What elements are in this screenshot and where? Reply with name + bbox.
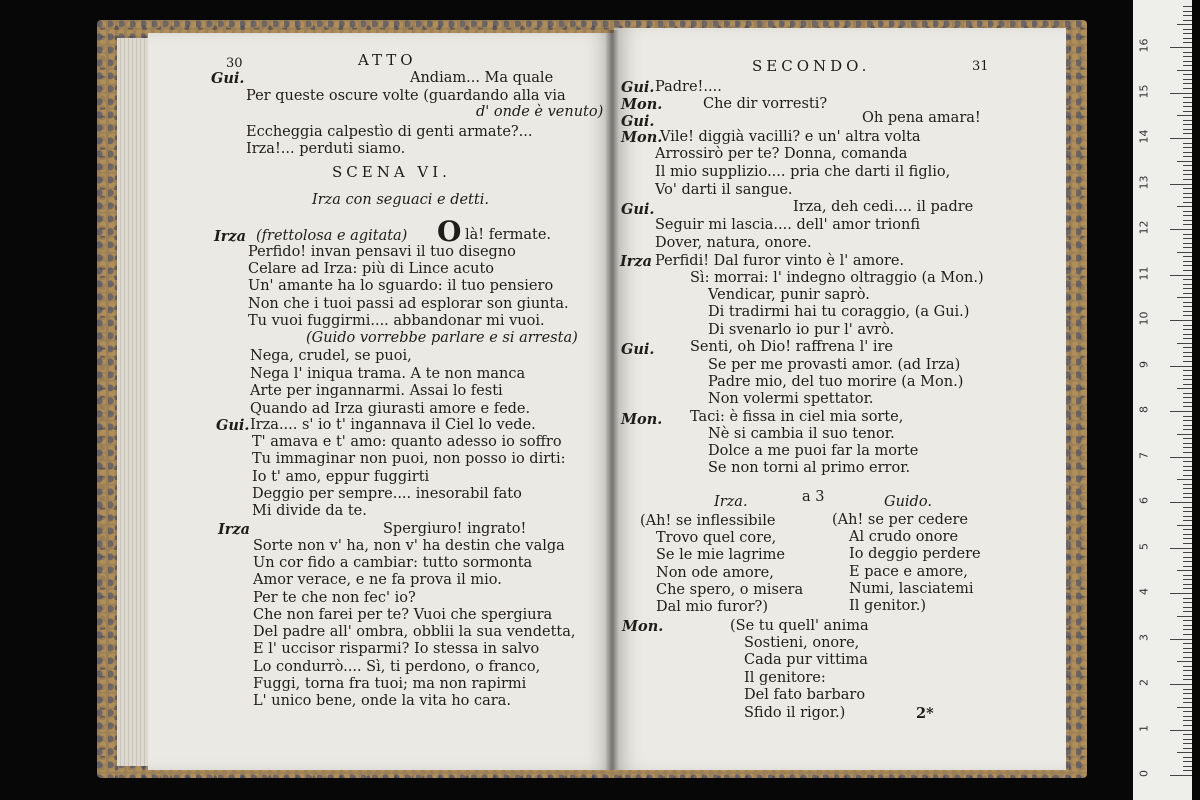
ruler-tick — [1183, 220, 1192, 221]
ruler-tick — [1183, 188, 1192, 189]
page-edges — [117, 38, 151, 766]
ruler-tick — [1177, 206, 1192, 207]
verse-line: Il genitore: — [744, 670, 826, 686]
duet-right-line: (Ah! se per cedere — [832, 512, 969, 528]
ruler-tick — [1170, 229, 1192, 230]
verse-line: Seguir mi lascia.... dell' amor trionfi — [655, 217, 921, 233]
duet-right-line: Numi, lasciatemi — [849, 581, 974, 597]
duet-left-line: (Ah! se inflessibile — [640, 513, 776, 529]
ruler-tick — [1183, 420, 1192, 421]
ruler-tick — [1183, 247, 1192, 248]
verse-line: Nè si cambia il suo tenor. — [708, 426, 895, 442]
verse-line: Non volermi spettator. — [708, 391, 874, 407]
ruler-tick — [1183, 634, 1192, 635]
ruler-tick — [1183, 629, 1192, 630]
ruler-tick — [1170, 138, 1192, 139]
ruler-tick — [1183, 393, 1192, 394]
ruler-tick — [1183, 270, 1192, 271]
ruler-tick — [1183, 193, 1192, 194]
duet-heading-right: Guido. — [884, 494, 932, 510]
ruler-tick — [1183, 743, 1192, 744]
verse-line: là! fermate. — [465, 227, 552, 243]
duet-left-line: Che spero, o misera — [656, 582, 804, 598]
ruler-tick — [1183, 598, 1192, 599]
speaker: Gui. — [621, 113, 655, 130]
ruler-tick — [1183, 670, 1192, 671]
ruler-label: 4 — [1137, 588, 1151, 595]
ruler-tick — [1183, 202, 1192, 203]
duet-heading-left: Irza. — [714, 494, 748, 510]
ruler-label: 9 — [1137, 360, 1151, 368]
verse-line: Arrossirò per te? Donna, comanda — [655, 146, 908, 162]
ruler-tick — [1183, 716, 1192, 717]
verse-line: Che dir vorresti? — [703, 96, 828, 112]
ruler-tick — [1183, 156, 1192, 157]
ruler-tick — [1183, 120, 1192, 121]
verse-line: L' unico bene, onde la vita ho cara. — [253, 693, 511, 709]
ruler-tick — [1183, 197, 1192, 198]
ruler-tick — [1183, 15, 1192, 16]
ruler-tick — [1183, 174, 1192, 175]
verse-line: Se non torni al primo error. — [708, 460, 911, 476]
speaker: Gui. — [216, 417, 250, 434]
ruler-tick — [1183, 466, 1192, 467]
ruler-tick — [1183, 311, 1192, 312]
verse-line: Un' amante ha lo sguardo: il tuo pensiero — [248, 278, 554, 294]
verse-line: Per te che non fec' io? — [253, 590, 416, 606]
speaker: Mon. — [621, 96, 663, 113]
speaker: Irza — [620, 253, 653, 270]
page-header-left: ATTO — [358, 51, 417, 69]
stage-direction: d' onde è venuto) — [476, 104, 604, 120]
verse-line: Lo condurrò.... Sì, ti perdono, o franco, — [253, 659, 541, 675]
ruler-tick — [1183, 534, 1192, 535]
ruler-tick — [1177, 707, 1192, 708]
ruler-tick — [1183, 761, 1192, 762]
ruler-tick — [1183, 224, 1192, 225]
verse-line: Di tradirmi hai tu coraggio, (a Gui.) — [708, 304, 970, 320]
verse-line: Irza!... perduti siamo. — [246, 141, 406, 157]
verse-line: Irza, deh cedi.... il padre — [793, 199, 974, 215]
ruler-tick — [1183, 42, 1192, 43]
ruler-tick — [1183, 215, 1192, 216]
ruler-tick — [1183, 352, 1192, 353]
ruler-tick — [1183, 11, 1192, 12]
ruler-tick — [1170, 366, 1192, 367]
ruler-label: 6 — [1137, 497, 1151, 504]
ruler-tick — [1183, 493, 1192, 494]
ruler-tick — [1177, 525, 1192, 526]
ruler-tick — [1170, 684, 1192, 685]
ruler-tick — [1183, 643, 1192, 644]
scene-heading: SCENA VI. — [332, 163, 451, 181]
ruler-tick — [1183, 770, 1192, 771]
duet-right-line: E pace e amore, — [849, 564, 968, 580]
verse-line: Non che i tuoi passi ad esplorar son giunta. — [248, 296, 569, 312]
ruler-tick — [1177, 570, 1192, 571]
verse-line: Sì: morrai: l' indegno oltraggio (a Mon.) — [690, 270, 984, 286]
ruler-tick — [1183, 402, 1192, 403]
speaker: Irza — [214, 228, 247, 245]
ruler-tick — [1183, 679, 1192, 680]
ruler-tick — [1183, 657, 1192, 658]
ruler-tick — [1183, 443, 1192, 444]
ruler-tick — [1183, 329, 1192, 330]
signature-mark: 2* — [916, 705, 934, 722]
ruler-tick — [1183, 566, 1192, 567]
verse-line: Amor verace, e ne fa prova il mio. — [253, 572, 502, 588]
ruler-label: 11 — [1137, 266, 1151, 280]
page-number-left: 30 — [226, 56, 243, 71]
verse-line: Vendicar, punir saprò. — [708, 287, 870, 303]
ruler-tick — [1177, 388, 1192, 389]
verse-line: Eccheggia calpestìo di genti armate?... — [246, 124, 533, 140]
ruler-tick — [1183, 584, 1192, 585]
ruler-tick — [1183, 720, 1192, 721]
speaker: Irza — [218, 521, 251, 538]
verse-line: (Se tu quell' anima — [730, 618, 869, 634]
ruler-label: 14 — [1137, 129, 1151, 144]
ruler-tick — [1170, 502, 1192, 503]
ruler-tick — [1170, 47, 1192, 48]
ruler-label: 15 — [1137, 84, 1151, 98]
stage-direction: (Guido vorrebbe parlare e si arresta) — [306, 330, 578, 346]
ruler-tick — [1177, 161, 1192, 162]
ruler-tick — [1183, 347, 1192, 348]
ruler-tick — [1170, 93, 1192, 94]
ruler-tick — [1183, 83, 1192, 84]
ruler-tick — [1183, 648, 1192, 649]
page-number-right: 31 — [972, 59, 989, 74]
stage-direction: (frettolosa e agitata) — [256, 228, 408, 244]
ruler-tick — [1177, 252, 1192, 253]
ruler-tick — [1183, 507, 1192, 508]
ruler-tick — [1183, 6, 1192, 7]
ruler-label: 13 — [1137, 175, 1151, 189]
ruler-tick — [1183, 579, 1192, 580]
duet-right-line: Io deggio perdere — [849, 546, 981, 562]
ruler-tick — [1183, 516, 1192, 517]
ruler-tick — [1183, 739, 1192, 740]
ruler-tick — [1183, 538, 1192, 539]
verse-line: Io t' amo, eppur fuggirti — [252, 469, 430, 485]
ruler-tick — [1183, 470, 1192, 471]
ruler-tick — [1183, 293, 1192, 294]
ruler-tick — [1183, 375, 1192, 376]
ruler-tick — [1183, 475, 1192, 476]
page-header-right: SECONDO. — [752, 57, 871, 75]
verse-line: Il mio supplizio.... pria che darti il figlio, — [655, 164, 951, 180]
ruler-tick — [1177, 661, 1192, 662]
verse-line: Un cor fido a cambiar: tutto sormonta — [253, 555, 533, 571]
ruler-label: 0 — [1137, 770, 1151, 777]
ruler-tick — [1183, 238, 1192, 239]
ruler-tick — [1183, 666, 1192, 667]
ruler-tick — [1170, 275, 1192, 276]
verse-line: Tu immaginar non puoi, non posso io dirti: — [252, 451, 566, 467]
ruler-label: 10 — [1137, 311, 1151, 326]
ruler-tick — [1183, 97, 1192, 98]
ruler-tick — [1183, 406, 1192, 407]
verse-line: Sorte non v' ha, non v' ha destin che valga — [253, 538, 565, 554]
verse-line: Dolce a me puoi far la morte — [708, 443, 919, 459]
speaker: Mon. — [621, 411, 663, 428]
verse-line: Del fato barbaro — [744, 687, 866, 703]
ruler-tick — [1183, 497, 1192, 498]
ruler-tick — [1170, 411, 1192, 412]
ruler-label: 12 — [1137, 220, 1151, 235]
ruler-tick — [1183, 379, 1192, 380]
ruler-tick — [1183, 356, 1192, 357]
ruler-tick — [1183, 65, 1192, 66]
verse-line: Perfidi! Dal furor vinto è l' amore. — [655, 253, 905, 269]
ruler-tick — [1170, 457, 1192, 458]
ruler-tick — [1183, 29, 1192, 30]
verse-line: T' amava e t' amo: quanto adesso io soffro — [252, 434, 562, 450]
verse-line: E l' uccisor risparmi? Io stessa in salvo — [253, 641, 540, 657]
ruler-tick — [1183, 61, 1192, 62]
verse-line: Per queste oscure volte (guardando alla via — [246, 88, 566, 104]
ruler-tick — [1183, 602, 1192, 603]
verse-line: Sostieni, onore, — [744, 635, 860, 651]
duet-left-line: Dal mio furor?) — [656, 599, 768, 615]
ruler-label: 2 — [1137, 679, 1151, 686]
drop-capital: O — [437, 215, 462, 248]
ruler-tick — [1183, 361, 1192, 362]
ruler-tick — [1183, 652, 1192, 653]
ruler-tick — [1183, 698, 1192, 699]
speaker: Gui. — [621, 201, 655, 218]
ruler-tick — [1183, 748, 1192, 749]
verse-line: Padre!.... — [655, 79, 722, 95]
ruler-tick — [1183, 425, 1192, 426]
ruler-tick — [1183, 88, 1192, 89]
duet-right-line: Il genitor.) — [849, 598, 926, 614]
ruler-tick — [1183, 79, 1192, 80]
ruler-tick — [1177, 115, 1192, 116]
ruler-tick — [1183, 143, 1192, 144]
ruler-tick — [1183, 511, 1192, 512]
ruler-tick — [1183, 488, 1192, 489]
verse-line: Andiam... Ma quale — [410, 70, 554, 86]
ruler-tick — [1183, 702, 1192, 703]
scene-characters: Irza con seguaci e detti. — [312, 192, 489, 208]
ruler-label: 7 — [1137, 451, 1151, 459]
ruler-tick — [1183, 106, 1192, 107]
duet-left-line: Non ode amore, — [656, 565, 774, 581]
ruler-tick — [1183, 557, 1192, 558]
verse-line: Arte per ingannarmi. Assai lo festi — [250, 383, 503, 399]
duet-left-line: Trovo quel core, — [656, 530, 777, 546]
ruler-label: 16 — [1137, 38, 1151, 53]
verse-line: Perfido! invan pensavi il tuo disegno — [248, 244, 516, 260]
ruler-tick — [1183, 484, 1192, 485]
ruler-tick — [1183, 234, 1192, 235]
ruler-tick — [1183, 279, 1192, 280]
ruler-tick — [1183, 338, 1192, 339]
ruler-tick — [1183, 334, 1192, 335]
ruler-tick — [1177, 434, 1192, 435]
speaker: Mon. — [621, 129, 663, 146]
ruler-tick — [1183, 325, 1192, 326]
verse-line: Spergiuro! ingrato! — [383, 521, 527, 537]
ruler-tick — [1183, 611, 1192, 612]
ruler-tick — [1183, 147, 1192, 148]
duet-heading-mid: a 3 — [802, 489, 825, 505]
ruler-tick — [1183, 561, 1192, 562]
ruler-tick — [1183, 588, 1192, 589]
ruler-tick — [1183, 620, 1192, 621]
ruler-tick — [1183, 33, 1192, 34]
ruler-tick — [1177, 24, 1192, 25]
ruler-label: 1 — [1137, 724, 1151, 732]
ruler-tick — [1183, 133, 1192, 134]
verse-line: Celare ad Irza: più di Lince acuto — [248, 261, 495, 277]
ruler-tick — [1183, 56, 1192, 57]
ruler-tick — [1183, 520, 1192, 521]
verse-line: Taci: è fissa in ciel mia sorte, — [690, 409, 904, 425]
ruler-tick — [1170, 320, 1192, 321]
speaker: Gui. — [621, 341, 655, 358]
ruler-tick — [1183, 711, 1192, 712]
verse-line: Nega, crudel, se puoi, — [250, 348, 412, 364]
ruler-tick — [1183, 416, 1192, 417]
verse-line: Deggio per sempre.... inesorabil fato — [252, 486, 522, 502]
ruler-tick — [1170, 593, 1192, 594]
verse-line: Cada pur vittima — [744, 652, 868, 668]
ruler-tick — [1183, 552, 1192, 553]
ruler-tick — [1183, 438, 1192, 439]
ruler-tick — [1170, 184, 1192, 185]
ruler-tick — [1183, 370, 1192, 371]
ruler-tick — [1183, 165, 1192, 166]
ruler-tick — [1183, 265, 1192, 266]
measurement-ruler — [1133, 0, 1192, 800]
ruler-tick — [1183, 179, 1192, 180]
ruler-tick — [1183, 734, 1192, 735]
ruler-tick — [1183, 693, 1192, 694]
ruler-tick — [1183, 543, 1192, 544]
ruler-label: 5 — [1137, 542, 1151, 550]
ruler-tick — [1177, 479, 1192, 480]
verse-line: Vo' darti il sangue. — [655, 182, 793, 198]
ruler-tick — [1183, 288, 1192, 289]
verse-line: Che non farei per te? Vuoi che spergiura — [253, 607, 553, 623]
verse-line: Sfido il rigor.) — [744, 705, 846, 721]
ruler-tick — [1183, 284, 1192, 285]
ruler-tick — [1183, 384, 1192, 385]
speaker: Gui. — [621, 79, 655, 96]
ruler-tick — [1170, 730, 1192, 731]
ruler-tick — [1183, 129, 1192, 130]
verse-line: Tu vuoi fuggirmi.... abbandonar mi vuoi. — [248, 313, 545, 329]
verse-line: Senti, oh Dio! raffrena l' ire — [690, 339, 894, 355]
duet-right-line: Al crudo onore — [849, 529, 959, 545]
ruler-tick — [1183, 38, 1192, 39]
ruler-tick — [1183, 124, 1192, 125]
ruler-tick — [1170, 639, 1192, 640]
verse-line: Vile! diggià vacilli? e un' altra volta — [660, 129, 921, 145]
ruler-tick — [1170, 548, 1192, 549]
ruler-tick — [1183, 302, 1192, 303]
ruler-tick — [1183, 429, 1192, 430]
ruler-tick — [1183, 170, 1192, 171]
ruler-tick — [1177, 70, 1192, 71]
ruler-tick — [1183, 306, 1192, 307]
ruler-tick — [1183, 461, 1192, 462]
speaker: Gui. — [211, 70, 245, 87]
ruler-tick — [1183, 397, 1192, 398]
verse-line: Quando ad Irza giurasti amore e fede. — [250, 401, 531, 417]
ruler-tick — [1177, 343, 1192, 344]
ruler-tick — [1183, 625, 1192, 626]
verse-line: Del padre all' ombra, obblii la sua vendetta, — [253, 624, 576, 640]
book-gutter — [605, 30, 619, 770]
ruler-tick — [1183, 757, 1192, 758]
ruler-tick — [1183, 102, 1192, 103]
ruler-tick — [1183, 689, 1192, 690]
ruler-tick — [1183, 20, 1192, 21]
verse-line: Dover, natura, onore. — [655, 235, 812, 251]
verse-line: Se per me provasti amor. (ad Irza) — [708, 357, 961, 373]
ruler-tick — [1183, 766, 1192, 767]
ruler-tick — [1183, 256, 1192, 257]
ruler-tick — [1183, 575, 1192, 576]
verse-line: Padre mio, del tuo morire (a Mon.) — [708, 374, 964, 390]
ruler-label: 8 — [1137, 406, 1151, 413]
ruler-tick — [1183, 725, 1192, 726]
verse-line: Fuggi, torna fra tuoi; ma non rapirmi — [253, 676, 527, 692]
ruler-tick — [1183, 211, 1192, 212]
verse-line: Oh pena amara! — [862, 110, 981, 126]
verse-line: Nega l' iniqua trama. A te non manca — [250, 366, 526, 382]
ruler-tick — [1183, 607, 1192, 608]
ruler-tick — [1183, 452, 1192, 453]
ruler-tick — [1183, 243, 1192, 244]
verse-line: Irza.... s' io t' ingannava il Ciel lo vede. — [250, 417, 536, 433]
ruler-tick — [1183, 261, 1192, 262]
speaker: Mon. — [622, 618, 664, 635]
ruler-label: 3 — [1137, 633, 1151, 641]
ruler-tick — [1183, 675, 1192, 676]
ruler-tick — [1183, 152, 1192, 153]
ruler-tick — [1183, 52, 1192, 53]
ruler-tick — [1177, 297, 1192, 298]
verse-line: Mi divide da te. — [252, 503, 367, 519]
ruler-tick — [1183, 315, 1192, 316]
ruler-tick — [1183, 529, 1192, 530]
duet-left-line: Se le mie lagrime — [656, 547, 785, 563]
ruler-tick — [1177, 616, 1192, 617]
ruler-tick — [1177, 752, 1192, 753]
ruler-tick — [1183, 74, 1192, 75]
ruler-tick — [1183, 447, 1192, 448]
ruler-tick — [1170, 775, 1192, 776]
verse-line: Di svenarlo io pur l' avrò. — [708, 322, 895, 338]
ruler-tick — [1183, 111, 1192, 112]
